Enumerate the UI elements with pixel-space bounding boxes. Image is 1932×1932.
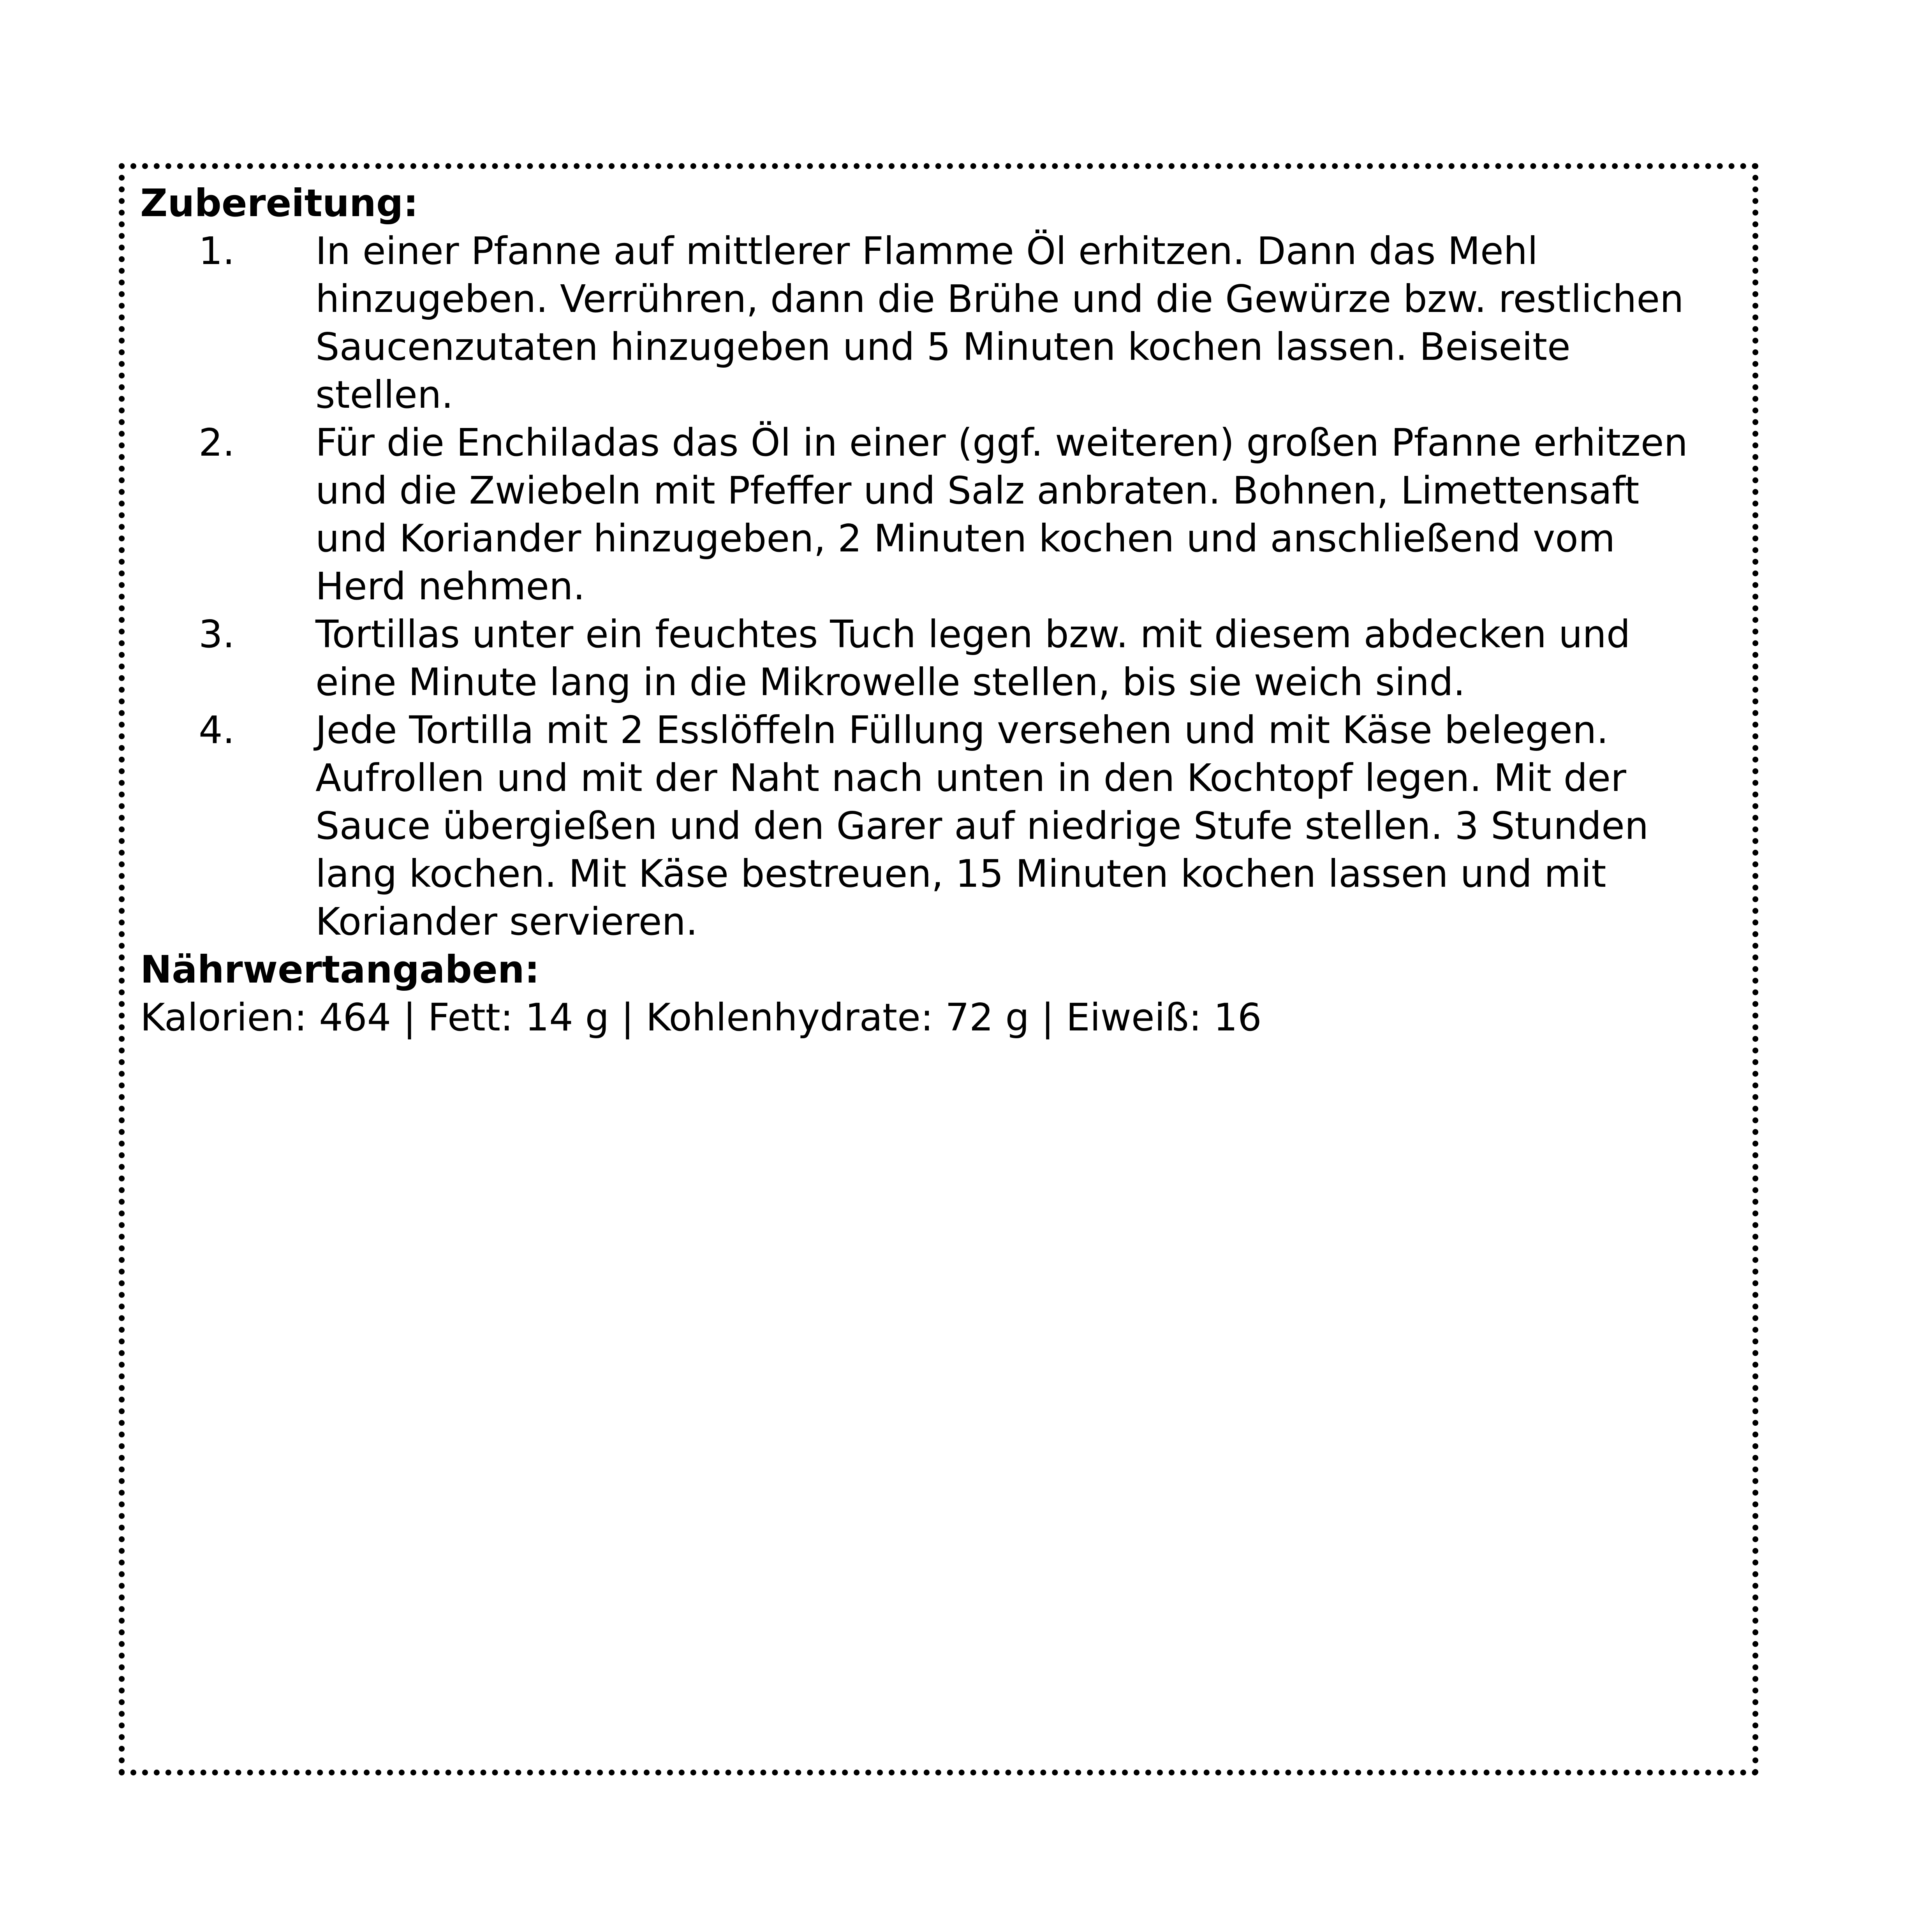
step-number: 3. — [199, 612, 235, 656]
preparation-step — [140, 419, 1717, 610]
preparation-step — [140, 227, 1717, 419]
step-text: Jede Tortilla mit 2 Esslöffeln Füllung versehen und mit Käse belegen. Aufrollen und mit der Naht nach unten in den Kochtopf legen. Mit der Sauce übergießen und den Garer auf niedrige Stufe stellen. 3 Stunden lang kochen. Mit Käse bestreuen, 15 Minuten kochen lassen und mit Koriander servieren. — [315, 708, 1649, 944]
step-text: In einer Pfanne auf mittlerer Flamme Öl erhitzen. Dann das Mehl hinzugeben. Verrühren, dann die Brühe und die Gewürze bzw. restlichen Saucenzutaten hinzugeben und 5 Minuten kochen lassen. Beiseite stellen. — [315, 229, 1684, 417]
step-number: 1. — [199, 229, 235, 273]
preparation-heading: Zubereitung: — [140, 181, 419, 225]
preparation-step — [140, 706, 1717, 946]
step-number: 2. — [199, 421, 235, 465]
step-number: 4. — [199, 708, 235, 752]
step-text: Für die Enchiladas das Öl in einer (ggf. weiteren) großen Pfanne erhitzen und die Zwiebeln mit Pfeffer und Salz anbraten. Bohnen, Limettensaft und Koriander hinzugeben, 2 Minuten kochen und anschließend vom Herd nehmen. — [315, 421, 1688, 608]
step-text: Tortillas unter ein feuchtes Tuch legen bzw. mit diesem abdecken und eine Minute lang in die Mikrowelle stellen, bis sie weich sind. — [315, 612, 1631, 704]
preparation-steps — [140, 227, 1717, 946]
nutrition-heading: Nährwertangaben: — [140, 948, 540, 992]
nutrition-values: Kalorien: 464 | Fett: 14 g | Kohlenhydrate: 72 g | Eiweiß: 16 — [140, 995, 1262, 1039]
preparation-step — [140, 610, 1717, 706]
recipe-content — [140, 179, 1717, 1041]
